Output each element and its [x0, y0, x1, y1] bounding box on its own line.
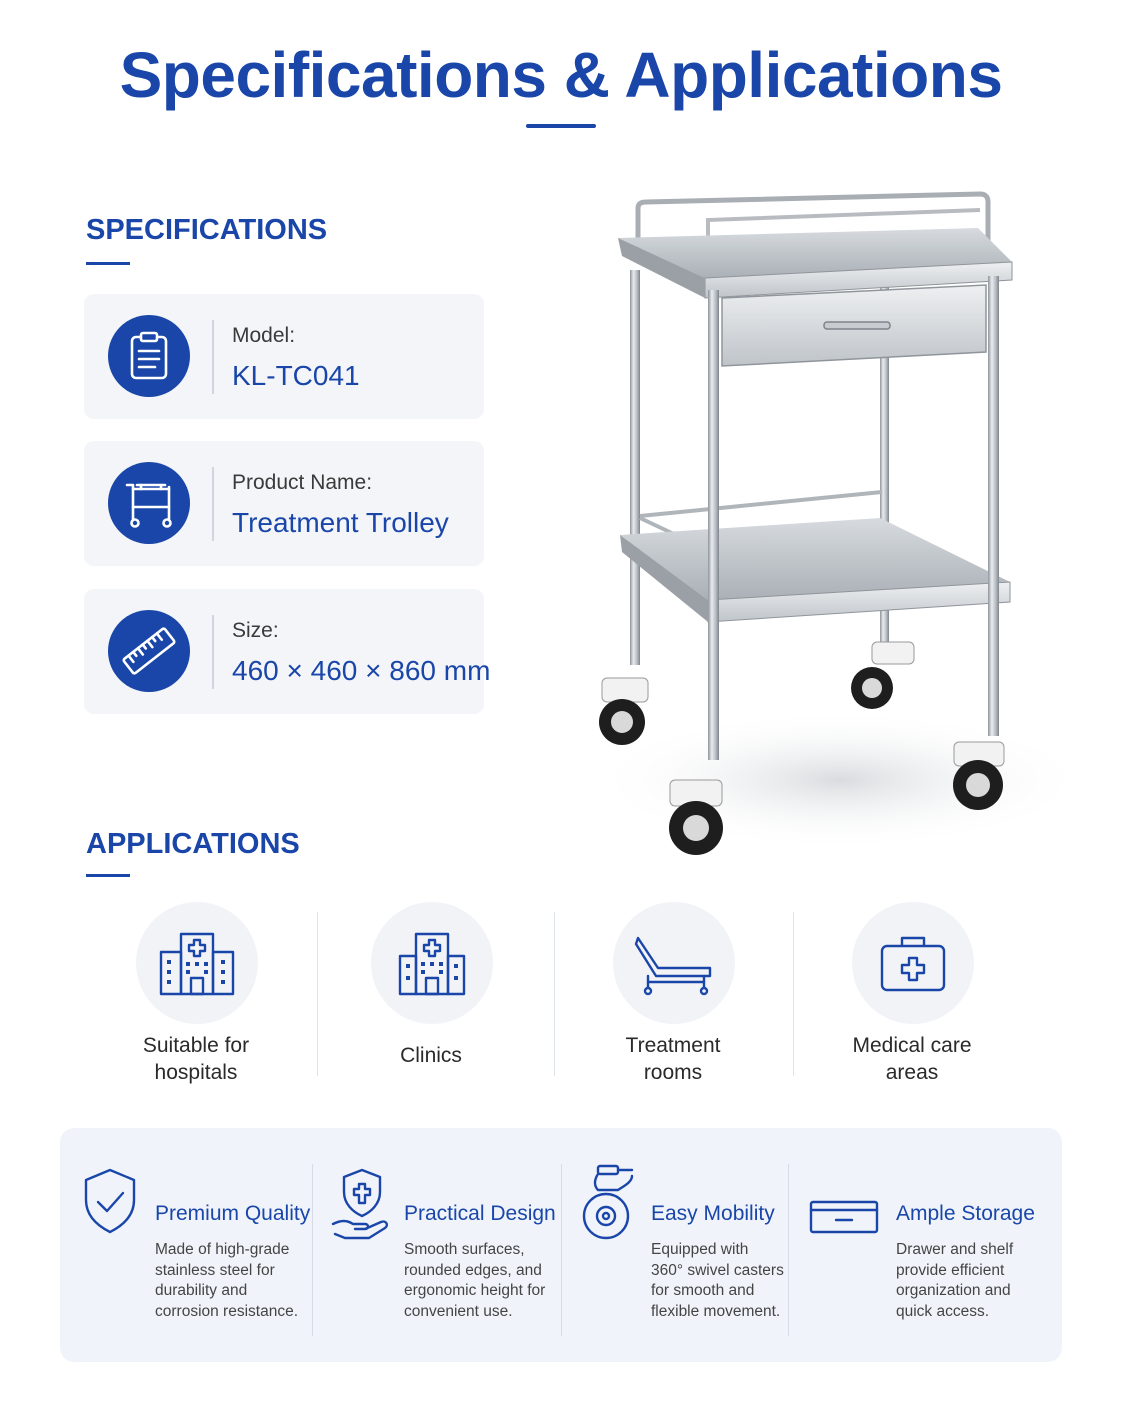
features-panel — [60, 1128, 1062, 1362]
application-label: hospitals — [154, 1061, 238, 1084]
spec-card-product-name — [84, 441, 484, 566]
hand-shield-icon — [331, 1166, 393, 1247]
feature-desc-line: corrosion resistance. — [155, 1302, 299, 1320]
trolley-icon — [108, 462, 190, 544]
feature-desc-line: flexible movement. — [651, 1302, 781, 1320]
spec-card-model — [84, 294, 484, 419]
feature-title: Premium Quality — [155, 1202, 311, 1225]
treatment-bed-icon — [613, 902, 735, 1024]
spec-label: Size: — [232, 619, 279, 642]
specifications-underline — [86, 262, 130, 265]
application-label: areas — [885, 1061, 939, 1084]
stainless-trolley-image — [560, 180, 1080, 870]
drawer-icon — [809, 1198, 879, 1241]
application-label: Medical care — [852, 1034, 972, 1057]
feature-premium-quality — [60, 1128, 312, 1362]
application-medical-care-areas — [794, 900, 1030, 1090]
spec-divider — [212, 320, 214, 394]
specifications-heading: SPECIFICATIONS — [86, 214, 328, 246]
feature-desc-line: 360° swivel casters — [651, 1261, 784, 1279]
spec-value: 460 × 460 × 860 mm — [232, 655, 491, 686]
clinic-icon — [371, 902, 493, 1024]
feature-title: Practical Design — [404, 1202, 556, 1225]
feature-desc-line: ergonomic height for — [404, 1282, 546, 1299]
application-label: Treatment — [625, 1034, 721, 1057]
hospital-icon — [136, 902, 258, 1024]
feature-desc-line: Drawer and shelf — [896, 1241, 1014, 1258]
feature-desc-line: stainless steel for — [155, 1261, 275, 1279]
feature-desc-line: provide efficient — [896, 1261, 1005, 1279]
spec-card-size — [84, 589, 491, 714]
feature-ample-storage — [789, 1128, 1061, 1362]
application-clinics — [313, 900, 549, 1090]
feature-desc-line: Smooth surfaces, — [404, 1241, 525, 1258]
shield-check-icon — [80, 1166, 140, 1241]
clipboard-icon — [108, 315, 190, 397]
applications-heading: APPLICATIONS — [86, 828, 300, 860]
application-label: rooms — [643, 1061, 703, 1084]
feature-desc-line: quick access. — [896, 1302, 990, 1320]
feature-desc-line: Made of high-grade — [155, 1241, 290, 1258]
spec-value: Treatment Trolley — [232, 507, 449, 538]
feature-desc-line: convenient use. — [404, 1302, 513, 1320]
feature-desc-line: rounded edges, and — [404, 1261, 542, 1279]
feature-practical-design — [313, 1128, 561, 1362]
feature-desc-line: durability and — [155, 1282, 248, 1299]
application-treatment-rooms — [555, 900, 791, 1090]
application-hospitals — [78, 900, 314, 1090]
feature-title: Easy Mobility — [651, 1202, 775, 1225]
application-label: Clinics — [400, 1044, 462, 1067]
caster-wheel-icon — [580, 1162, 642, 1251]
feature-desc-line: for smooth and — [651, 1282, 755, 1299]
applications-underline — [86, 874, 130, 877]
spec-divider — [212, 467, 214, 541]
page-title: Specifications & Applications — [119, 39, 1003, 111]
title-underline — [526, 124, 596, 128]
spec-label: Product Name: — [232, 471, 373, 494]
feature-desc-line: Equipped with — [651, 1241, 749, 1258]
spec-label: Model: — [232, 324, 296, 347]
feature-desc-line: organization and — [896, 1282, 1011, 1299]
feature-title: Ample Storage — [896, 1202, 1035, 1225]
ruler-icon — [108, 610, 190, 692]
first-aid-kit-icon — [852, 902, 974, 1024]
spec-value: KL-TC041 — [232, 360, 360, 391]
application-label: Suitable for — [142, 1034, 250, 1057]
feature-easy-mobility — [562, 1128, 788, 1362]
spec-divider — [212, 615, 214, 689]
